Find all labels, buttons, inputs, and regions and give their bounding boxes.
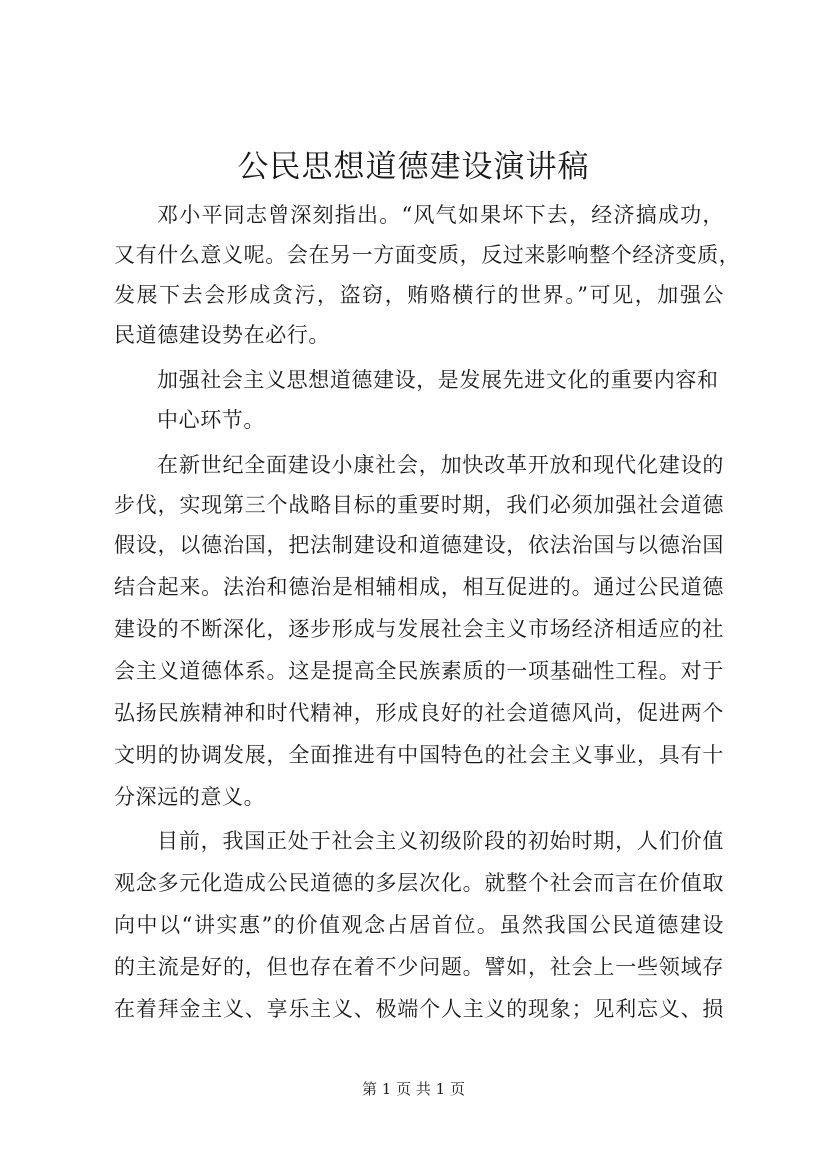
- paragraph-line: 在新世纪全面建设小康社会，加快改革开放和现代化建设的: [157, 453, 724, 477]
- paragraph-line: 结合起来。法治和德治是相辅相成，相互促进的。通过公民道德: [114, 575, 724, 599]
- paragraph-line: 民道德建设势在必行。: [114, 323, 330, 347]
- paragraph-line: 发展下去会形成贪污，盗窃，贿赂横行的世界。”可见，加强公: [114, 283, 724, 307]
- paragraph-line: 观念多元化造成公民道德的多层次化。就整个社会而言在价值取: [114, 871, 724, 895]
- paragraph-line: 在着拜金主义、享乐主义、极端个人主义的现象；见利忘义、损: [114, 997, 724, 1021]
- document-title: 公民思想道德建设演讲稿: [237, 149, 590, 185]
- paragraph-line: 的主流是好的，但也存在着不少问题。譬如，社会上一些领域存: [114, 955, 724, 979]
- paragraph-line: 弘扬民族精神和时代精神，形成良好的社会道德风尚，促进两个: [114, 701, 724, 725]
- paragraph-line: 假设，以德治国，把法制建设和道德建设，依法治国与以德治国: [114, 533, 724, 557]
- paragraph-line: 分深远的意义。: [114, 785, 266, 809]
- paragraph-line: 步伐，实现第三个战略目标的重要时期，我们必须加强社会道德: [114, 493, 724, 517]
- paragraph-line: 邓小平同志曾深刻指出。“风气如果坏下去，经济搞成功，: [157, 203, 724, 227]
- paragraph-line: 加强社会主义思想道德建设，是发展先进文化的重要内容和: [157, 368, 719, 392]
- paragraph-line: 中心环节。: [157, 408, 265, 432]
- paragraph-line: 建设的不断深化，逐步形成与发展社会主义市场经济相适应的社: [114, 617, 724, 641]
- paragraph-line: 向中以“讲实惠”的价值观念占居首位。虽然我国公民道德建设: [114, 913, 724, 937]
- paragraph-line: 文明的协调发展，全面推进有中国特色的社会主义事业，具有十: [114, 743, 724, 767]
- paragraph-line: 又有什么意义呢。会在另一方面变质，反过来影响整个经济变质，: [114, 243, 741, 267]
- paragraph-line: 目前，我国正处于社会主义初级阶段的初始时期，人们价值: [157, 829, 724, 853]
- page-number-footer: 第 1 页 共 1 页: [362, 1080, 465, 1098]
- paragraph-line: 会主义道德体系。这是提高全民族素质的一项基础性工程。对于: [114, 659, 724, 683]
